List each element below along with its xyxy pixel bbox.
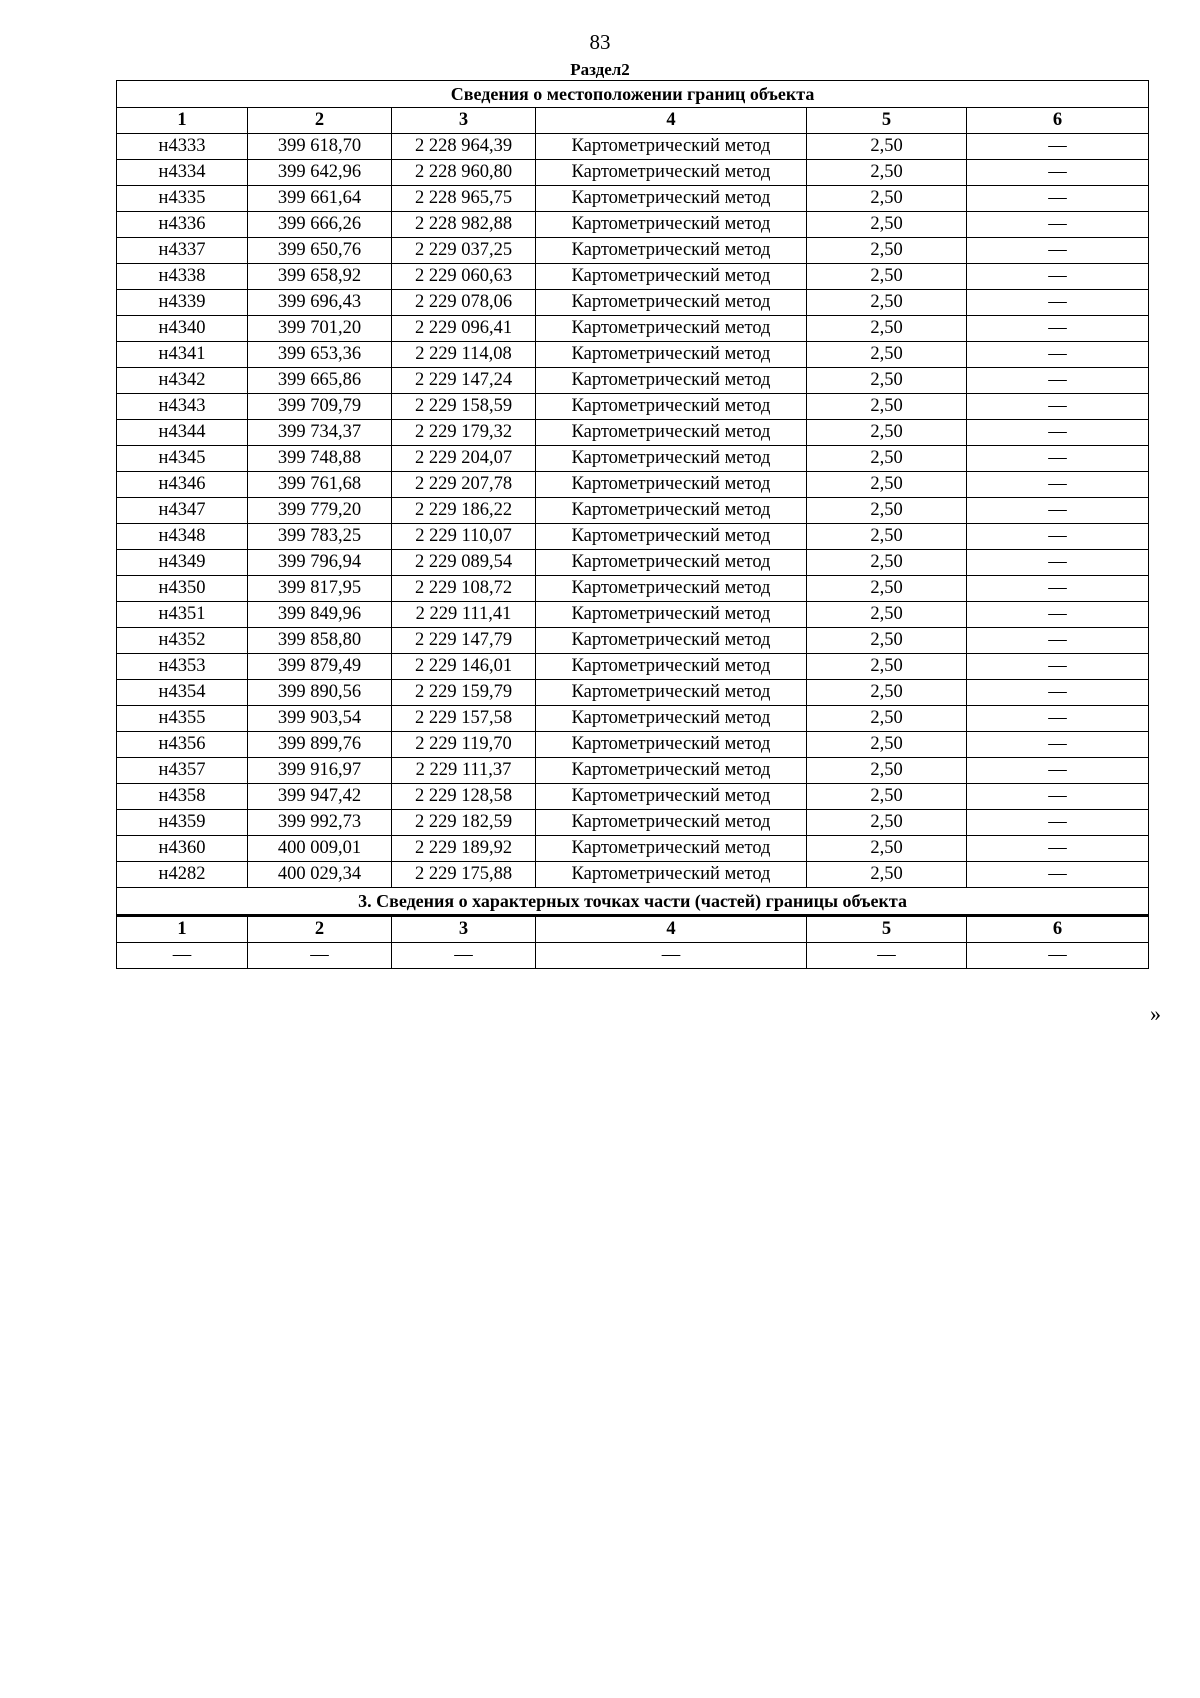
table-cell: Картометрический метод — [536, 706, 807, 732]
table-row — [117, 784, 1149, 810]
table-title: Сведения о местоположении границ объекта — [117, 81, 1149, 108]
table-cell: Картометрический метод — [536, 602, 807, 628]
column-header: 3 — [392, 108, 536, 134]
table-row — [117, 316, 1149, 342]
column-header: 6 — [967, 916, 1149, 943]
table-cell: Картометрический метод — [536, 524, 807, 550]
table-cell: 2 229 111,41 — [392, 602, 536, 628]
table-cell: 2,50 — [807, 316, 967, 342]
table-cell: 399 666,26 — [248, 212, 392, 238]
table-cell: Картометрический метод — [536, 862, 807, 888]
table-body — [117, 81, 1149, 969]
table-cell: н4342 — [117, 368, 248, 394]
table-row — [117, 290, 1149, 316]
table-cell: 399 849,96 — [248, 602, 392, 628]
column-header: 1 — [117, 916, 248, 943]
table-cell: н4360 — [117, 836, 248, 862]
table-cell: Картометрический метод — [536, 238, 807, 264]
table-cell: н4340 — [117, 316, 248, 342]
table-cell: 399 701,20 — [248, 316, 392, 342]
table-cell: 2,50 — [807, 368, 967, 394]
table-row — [117, 394, 1149, 420]
table-cell: — — [967, 394, 1149, 420]
table-cell: 399 618,70 — [248, 134, 392, 160]
table-cell: 2,50 — [807, 186, 967, 212]
table-cell: Картометрический метод — [536, 264, 807, 290]
table-cell: 399 899,76 — [248, 732, 392, 758]
table-cell: н4347 — [117, 498, 248, 524]
table-title-row — [117, 81, 1149, 108]
table-cell: н4348 — [117, 524, 248, 550]
table-cell: 2,50 — [807, 160, 967, 186]
table-cell: — — [967, 238, 1149, 264]
table-cell: 2 229 146,01 — [392, 654, 536, 680]
table-cell: 2 229 158,59 — [392, 394, 536, 420]
table-cell: 399 709,79 — [248, 394, 392, 420]
table-cell: 2 229 147,24 — [392, 368, 536, 394]
table-cell: — — [807, 943, 967, 969]
table-cell: — — [536, 943, 807, 969]
column-header-row — [117, 108, 1149, 134]
table-cell: н4333 — [117, 134, 248, 160]
table-cell: 2,50 — [807, 420, 967, 446]
table-cell: — — [967, 784, 1149, 810]
table-cell: — — [392, 943, 536, 969]
table-cell: н4282 — [117, 862, 248, 888]
table-cell: — — [967, 862, 1149, 888]
table-row — [117, 368, 1149, 394]
table-row — [117, 602, 1149, 628]
table-cell: Картометрический метод — [536, 810, 807, 836]
table-cell: н4357 — [117, 758, 248, 784]
table-row — [117, 810, 1149, 836]
table-cell: н4358 — [117, 784, 248, 810]
table-cell: н4352 — [117, 628, 248, 654]
column-header: 2 — [248, 108, 392, 134]
table-cell: н4353 — [117, 654, 248, 680]
closing-quote-mark: » — [1150, 1001, 1161, 1026]
table-cell: 2 228 964,39 — [392, 134, 536, 160]
table-cell: н4345 — [117, 446, 248, 472]
table-cell: Картометрический метод — [536, 212, 807, 238]
table-cell: Картометрический метод — [536, 134, 807, 160]
table-cell: 399 665,86 — [248, 368, 392, 394]
table-cell: 2,50 — [807, 134, 967, 160]
table-cell: Картометрический метод — [536, 628, 807, 654]
table-cell: 2,50 — [807, 446, 967, 472]
table-cell: Картометрический метод — [536, 550, 807, 576]
table-cell: 400 009,01 — [248, 836, 392, 862]
column-header: 4 — [536, 916, 807, 943]
table-cell: 2 229 128,58 — [392, 784, 536, 810]
column-header: 3 — [392, 916, 536, 943]
column-header: 5 — [807, 108, 967, 134]
table-row — [117, 498, 1149, 524]
table-cell: 2,50 — [807, 706, 967, 732]
table-cell: 399 779,20 — [248, 498, 392, 524]
table-row — [117, 862, 1149, 888]
table-cell: 399 658,92 — [248, 264, 392, 290]
table-cell: н4346 — [117, 472, 248, 498]
table-cell: — — [967, 342, 1149, 368]
table-cell: Картометрический метод — [536, 498, 807, 524]
table-cell: Картометрический метод — [536, 446, 807, 472]
table-cell: н4337 — [117, 238, 248, 264]
table-cell: н4334 — [117, 160, 248, 186]
table-cell: Картометрический метод — [536, 368, 807, 394]
table-cell: 2 229 159,79 — [392, 680, 536, 706]
table-cell: 2 229 111,37 — [392, 758, 536, 784]
section3-title-row — [117, 888, 1149, 916]
table-row — [117, 550, 1149, 576]
table-cell: 2 229 096,41 — [392, 316, 536, 342]
table-cell: 2 229 037,25 — [392, 238, 536, 264]
table-cell: — — [967, 524, 1149, 550]
table-cell: н4350 — [117, 576, 248, 602]
table-cell: — — [967, 576, 1149, 602]
table-cell: 2,50 — [807, 732, 967, 758]
table-cell: — — [967, 212, 1149, 238]
table-cell: 2 229 110,07 — [392, 524, 536, 550]
table-cell: 2,50 — [807, 264, 967, 290]
table-cell: 399 761,68 — [248, 472, 392, 498]
column-header: 2 — [248, 916, 392, 943]
column-header: 4 — [536, 108, 807, 134]
table-cell: — — [967, 654, 1149, 680]
table-cell: 2,50 — [807, 212, 967, 238]
section3-title: 3. Сведения о характерных точках части (частей) границы объекта — [117, 888, 1149, 916]
table-cell: Картометрический метод — [536, 316, 807, 342]
table-cell: 2 229 175,88 — [392, 862, 536, 888]
table-cell: 2,50 — [807, 680, 967, 706]
table-cell: Картометрический метод — [536, 394, 807, 420]
table-cell: — — [967, 160, 1149, 186]
table-cell: 2 229 182,59 — [392, 810, 536, 836]
table-cell: 2 229 189,92 — [392, 836, 536, 862]
table-cell: 2 228 960,80 — [392, 160, 536, 186]
section3-header-row — [117, 916, 1149, 943]
table-row — [117, 160, 1149, 186]
table-cell: Картометрический метод — [536, 758, 807, 784]
table-cell: 399 947,42 — [248, 784, 392, 810]
table-cell: — — [967, 758, 1149, 784]
table-cell: н4335 — [117, 186, 248, 212]
table-cell: 2,50 — [807, 810, 967, 836]
table-cell: 2 229 114,08 — [392, 342, 536, 368]
table-cell: н4344 — [117, 420, 248, 446]
table-cell: н4351 — [117, 602, 248, 628]
table-cell: 2,50 — [807, 290, 967, 316]
table-cell: 2,50 — [807, 602, 967, 628]
table-cell: 2,50 — [807, 394, 967, 420]
table-cell: 2 229 078,06 — [392, 290, 536, 316]
table-cell: 2,50 — [807, 342, 967, 368]
section3-row — [117, 943, 1149, 969]
table-cell: 2 229 147,79 — [392, 628, 536, 654]
table-cell: Картометрический метод — [536, 680, 807, 706]
table-cell: 2 228 982,88 — [392, 212, 536, 238]
table-cell: — — [967, 706, 1149, 732]
table-cell: 399 642,96 — [248, 160, 392, 186]
table-cell: Картометрический метод — [536, 836, 807, 862]
column-header: 6 — [967, 108, 1149, 134]
table-cell: н4341 — [117, 342, 248, 368]
table-row — [117, 706, 1149, 732]
table-cell: 399 653,36 — [248, 342, 392, 368]
table-row — [117, 238, 1149, 264]
table-cell: Картометрический метод — [536, 576, 807, 602]
table-cell: — — [117, 943, 248, 969]
table-cell: 399 879,49 — [248, 654, 392, 680]
table-cell: 2 229 108,72 — [392, 576, 536, 602]
table-cell: — — [967, 550, 1149, 576]
table-cell: н4343 — [117, 394, 248, 420]
table-cell: 2 229 186,22 — [392, 498, 536, 524]
table-row — [117, 654, 1149, 680]
table-cell: 2 229 089,54 — [392, 550, 536, 576]
table-cell: 399 992,73 — [248, 810, 392, 836]
table-cell: — — [967, 943, 1149, 969]
table-cell: — — [967, 628, 1149, 654]
table-cell: Картометрический метод — [536, 732, 807, 758]
table-row — [117, 758, 1149, 784]
table-cell: — — [967, 836, 1149, 862]
table-row — [117, 420, 1149, 446]
table-cell: — — [967, 498, 1149, 524]
table-cell: 399 696,43 — [248, 290, 392, 316]
table-row — [117, 680, 1149, 706]
table-cell: — — [967, 186, 1149, 212]
table-cell: 2,50 — [807, 550, 967, 576]
table-cell: н4355 — [117, 706, 248, 732]
table-cell: — — [967, 732, 1149, 758]
table-cell: — — [967, 264, 1149, 290]
table-cell: 399 650,76 — [248, 238, 392, 264]
table-cell: — — [967, 472, 1149, 498]
table-cell: Картометрический метод — [536, 472, 807, 498]
table-cell: 399 734,37 — [248, 420, 392, 446]
table-cell: — — [967, 290, 1149, 316]
table-cell: Картометрический метод — [536, 342, 807, 368]
table-cell: Картометрический метод — [536, 654, 807, 680]
table-cell: н4359 — [117, 810, 248, 836]
table-row — [117, 446, 1149, 472]
table-cell: Картометрический метод — [536, 186, 807, 212]
table-cell: 2,50 — [807, 862, 967, 888]
table-cell: 2 229 204,07 — [392, 446, 536, 472]
table-cell: 2,50 — [807, 576, 967, 602]
table-row — [117, 732, 1149, 758]
table-row — [117, 836, 1149, 862]
table-cell: 399 783,25 — [248, 524, 392, 550]
table-cell: 2,50 — [807, 238, 967, 264]
table-cell: 2,50 — [807, 498, 967, 524]
table-cell: Картометрический метод — [536, 420, 807, 446]
table-cell: 2,50 — [807, 654, 967, 680]
table-row — [117, 576, 1149, 602]
table-row — [117, 212, 1149, 238]
table-row — [117, 472, 1149, 498]
table-cell: Картометрический метод — [536, 784, 807, 810]
table-cell: — — [967, 602, 1149, 628]
table-cell: — — [967, 134, 1149, 160]
table-cell: 399 796,94 — [248, 550, 392, 576]
section-label: Раздел2 — [570, 60, 630, 79]
table-cell: 2,50 — [807, 836, 967, 862]
table-cell: 2 229 060,63 — [392, 264, 536, 290]
table-cell: н4349 — [117, 550, 248, 576]
table-cell: 2,50 — [807, 628, 967, 654]
table-cell: 2,50 — [807, 524, 967, 550]
table-cell: 2,50 — [807, 758, 967, 784]
table-cell: 2 229 119,70 — [392, 732, 536, 758]
table-cell: — — [967, 316, 1149, 342]
table-cell: 400 029,34 — [248, 862, 392, 888]
table-row — [117, 134, 1149, 160]
table-cell: 2 229 207,78 — [392, 472, 536, 498]
table-row — [117, 342, 1149, 368]
table-cell: н4354 — [117, 680, 248, 706]
table-cell: Картометрический метод — [536, 160, 807, 186]
table-cell: — — [248, 943, 392, 969]
page-number: 83 — [589, 30, 611, 54]
table-cell: 2 228 965,75 — [392, 186, 536, 212]
column-header: 1 — [117, 108, 248, 134]
table-cell: н4339 — [117, 290, 248, 316]
table-cell: 399 890,56 — [248, 680, 392, 706]
table-cell: 399 903,54 — [248, 706, 392, 732]
table-cell: 2 229 179,32 — [392, 420, 536, 446]
table-cell: — — [967, 420, 1149, 446]
table-row — [117, 264, 1149, 290]
boundary-table — [116, 80, 1149, 969]
table-cell: 399 661,64 — [248, 186, 392, 212]
table-cell: — — [967, 680, 1149, 706]
table-cell: н4356 — [117, 732, 248, 758]
table-cell: — — [967, 446, 1149, 472]
table-row — [117, 524, 1149, 550]
column-header: 5 — [807, 916, 967, 943]
table-cell: 399 748,88 — [248, 446, 392, 472]
table-cell: н4336 — [117, 212, 248, 238]
table-cell: 2 229 157,58 — [392, 706, 536, 732]
table-cell: — — [967, 368, 1149, 394]
table-cell: 399 916,97 — [248, 758, 392, 784]
table-row — [117, 628, 1149, 654]
table-cell: н4338 — [117, 264, 248, 290]
table-cell: 2,50 — [807, 784, 967, 810]
table-cell: — — [967, 810, 1149, 836]
table-cell: 399 858,80 — [248, 628, 392, 654]
table-cell: 399 817,95 — [248, 576, 392, 602]
table-cell: Картометрический метод — [536, 290, 807, 316]
table-cell: 2,50 — [807, 472, 967, 498]
table-row — [117, 186, 1149, 212]
